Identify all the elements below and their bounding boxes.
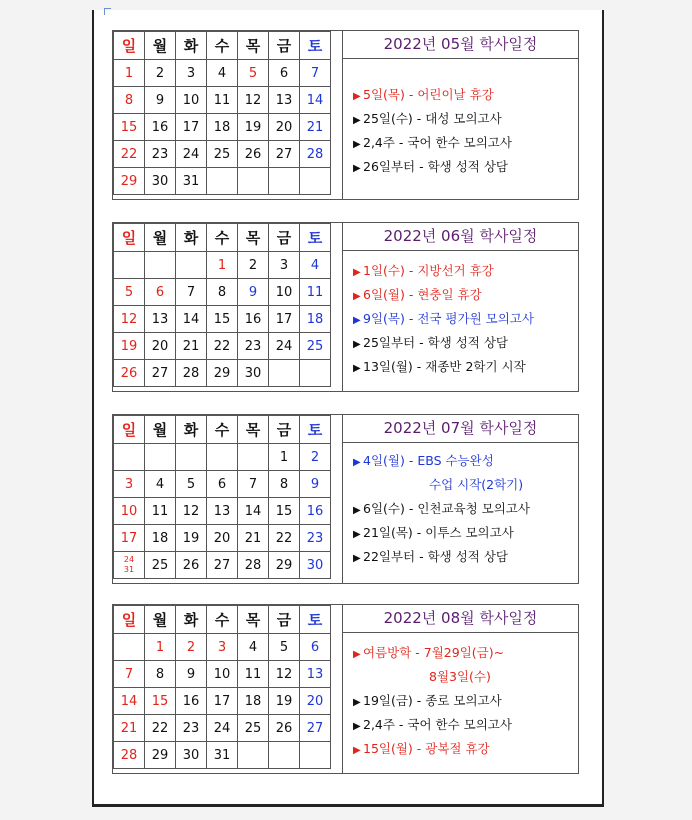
date-cell: 16 (176, 688, 207, 715)
date-cell: 15 (114, 114, 145, 141)
calendar-grid (113, 31, 331, 195)
date-cell: 13 (145, 306, 176, 333)
date-cell (300, 742, 331, 769)
date-cell: 18 (300, 306, 331, 333)
month-title: 2022년 07월 학사일정 (342, 415, 578, 443)
weekday-header: 토 (300, 606, 331, 634)
date-cell: 16 (238, 306, 269, 333)
date-cell: 2 (238, 252, 269, 279)
event-item (353, 261, 494, 279)
date-cell: 19 (114, 333, 145, 360)
date-cell: 17 (114, 525, 145, 552)
event-item (353, 715, 512, 733)
date-cell: 30 (300, 552, 331, 579)
event-item (353, 523, 514, 541)
date-cell: 18 (207, 114, 238, 141)
date-cell: 30 (145, 168, 176, 195)
weekday-header: 금 (269, 32, 300, 60)
date-cell: 16 (300, 498, 331, 525)
date-cell: 22 (269, 525, 300, 552)
date-cell: 25 (238, 715, 269, 742)
date-cell (207, 444, 238, 471)
date-cell (300, 360, 331, 387)
date-cell: 19 (238, 114, 269, 141)
date-cell: 8 (269, 471, 300, 498)
date-cell: 2 (300, 444, 331, 471)
month-block (112, 604, 579, 774)
weekday-header: 금 (269, 224, 300, 252)
event-item (353, 285, 482, 303)
date-cell: 25 (145, 552, 176, 579)
bullet-arrow-icon: ▶ (353, 315, 361, 326)
event-text: 4일(월) - EBS 수능완성 (363, 453, 494, 468)
date-cell: 9 (238, 279, 269, 306)
date-cell: 14 (238, 498, 269, 525)
date-cell: 10 (114, 498, 145, 525)
event-item (429, 475, 523, 493)
event-list (342, 59, 578, 199)
weekday-header: 일 (114, 224, 145, 252)
date-cell: 5 (269, 634, 300, 661)
month-block (112, 30, 579, 200)
bullet-arrow-icon: ▶ (353, 163, 361, 174)
weekday-header: 화 (176, 32, 207, 60)
date-cell: 29 (145, 742, 176, 769)
date-cell (269, 742, 300, 769)
event-text: 13일(월) - 재종반 2학기 시작 (363, 359, 526, 374)
date-cell: 28 (238, 552, 269, 579)
event-text: 21일(목) - 이투스 모의고사 (363, 525, 514, 540)
date-cell (300, 168, 331, 195)
date-cell: 10 (176, 87, 207, 114)
date-cell: 22 (145, 715, 176, 742)
event-item (353, 157, 508, 175)
date-cell: 20 (145, 333, 176, 360)
date-cell: 26 (114, 360, 145, 387)
date-cell (238, 168, 269, 195)
event-item (353, 357, 526, 375)
date-cell: 31 (176, 168, 207, 195)
event-list (342, 251, 578, 391)
event-text: 5일(목) - 어린이날 휴강 (363, 87, 494, 102)
bullet-arrow-icon: ▶ (353, 267, 361, 278)
bullet-arrow-icon: ▶ (353, 505, 361, 516)
month-block (112, 222, 579, 392)
date-cell (269, 168, 300, 195)
date-cell (176, 252, 207, 279)
date-cell (238, 742, 269, 769)
date-cell: 23 (300, 525, 331, 552)
date-cell: 15 (145, 688, 176, 715)
date-cell: 14 (300, 87, 331, 114)
date-cell: 5 (176, 471, 207, 498)
date-cell: 26 (238, 141, 269, 168)
event-text: 여름방학 - 7월29일(금)~ (363, 645, 505, 660)
event-item (353, 85, 494, 103)
weekday-header: 토 (300, 32, 331, 60)
date-cell: 7 (300, 60, 331, 87)
date-cell: 17 (207, 688, 238, 715)
date-cell: 6 (300, 634, 331, 661)
event-item (353, 691, 502, 709)
date-cell: 20 (300, 688, 331, 715)
date-cell: 18 (238, 688, 269, 715)
date-cell: 17 (269, 306, 300, 333)
weekday-header: 화 (176, 224, 207, 252)
date-cell: 6 (145, 279, 176, 306)
date-cell: 28 (300, 141, 331, 168)
date-cell: 6 (269, 60, 300, 87)
month-block (112, 414, 579, 584)
date-cell: 8 (145, 661, 176, 688)
date-cell: 24 (269, 333, 300, 360)
date-cell: 23 (238, 333, 269, 360)
event-item (353, 333, 508, 351)
date-cell (269, 360, 300, 387)
date-cell (207, 168, 238, 195)
date-cell: 1 (269, 444, 300, 471)
bullet-arrow-icon: ▶ (353, 291, 361, 302)
calendar-grid (113, 415, 331, 579)
date-cell: 21 (238, 525, 269, 552)
calendar-grid (113, 605, 331, 769)
bullet-arrow-icon: ▶ (353, 139, 361, 150)
date-cell: 15 (207, 306, 238, 333)
event-item (353, 643, 504, 661)
weekday-header: 일 (114, 416, 145, 444)
date-cell: 7 (238, 471, 269, 498)
event-item (353, 109, 502, 127)
date-cell: 27 (145, 360, 176, 387)
event-text: 9일(목) - 전국 평가원 모의고사 (363, 311, 534, 326)
weekday-header: 월 (145, 32, 176, 60)
weekday-header: 목 (238, 32, 269, 60)
date-cell: 8 (114, 87, 145, 114)
date-cell (114, 634, 145, 661)
date-cell (114, 252, 145, 279)
date-cell: 30 (176, 742, 207, 769)
month-title: 2022년 08월 학사일정 (342, 605, 578, 633)
date-cell: 11 (207, 87, 238, 114)
event-text: 26일부터 - 학생 성적 상담 (363, 159, 508, 174)
bullet-arrow-icon: ▶ (353, 553, 361, 564)
date-cell: 11 (145, 498, 176, 525)
date-cell: 15 (269, 498, 300, 525)
bullet-arrow-icon: ▶ (353, 457, 361, 468)
date-cell: 9 (145, 87, 176, 114)
date-cell: 21 (300, 114, 331, 141)
weekday-header: 월 (145, 416, 176, 444)
date-cell: 13 (269, 87, 300, 114)
event-text: 수업 시작(2학기) (429, 477, 524, 492)
date-cell: 13 (207, 498, 238, 525)
event-text: 15일(월) - 광복절 휴강 (363, 741, 490, 756)
event-item (353, 133, 512, 151)
date-cell: 24 (176, 141, 207, 168)
date-cell: 13 (300, 661, 331, 688)
date-cell: 3 (207, 634, 238, 661)
event-item (353, 451, 494, 469)
event-text: 19일(금) - 종로 모의고사 (363, 693, 502, 708)
date-cell: 29 (207, 360, 238, 387)
event-text: 8월3일(수) (429, 669, 491, 684)
date-cell (176, 444, 207, 471)
date-cell (145, 252, 176, 279)
date-cell: 1 (145, 634, 176, 661)
event-item (353, 309, 534, 327)
event-item (353, 547, 508, 565)
date-cell: 23 (145, 141, 176, 168)
date-cell: 6 (207, 471, 238, 498)
weekday-header: 금 (269, 606, 300, 634)
bullet-arrow-icon: ▶ (353, 697, 361, 708)
page-corner-mark (104, 8, 111, 15)
date-cell: 4 (145, 471, 176, 498)
date-cell: 7 (176, 279, 207, 306)
date-cell: 4 (300, 252, 331, 279)
weekday-header: 토 (300, 224, 331, 252)
date-cell: 2 (176, 634, 207, 661)
weekday-header: 월 (145, 224, 176, 252)
date-cell: 21 (176, 333, 207, 360)
event-list (342, 443, 578, 583)
date-cell: 14 (176, 306, 207, 333)
event-item (353, 499, 530, 517)
weekday-header: 일 (114, 606, 145, 634)
weekday-header: 월 (145, 606, 176, 634)
date-cell: 26 (176, 552, 207, 579)
date-cell: 28 (176, 360, 207, 387)
date-cell: 27 (300, 715, 331, 742)
date-cell: 30 (238, 360, 269, 387)
event-item (429, 667, 491, 685)
weekday-header: 수 (207, 224, 238, 252)
date-cell: 4 (207, 60, 238, 87)
bullet-arrow-icon: ▶ (353, 721, 361, 732)
calendar-grid (113, 223, 331, 387)
date-cell: 25 (300, 333, 331, 360)
date-cell: 14 (114, 688, 145, 715)
weekday-header: 수 (207, 32, 238, 60)
weekday-header: 금 (269, 416, 300, 444)
bullet-arrow-icon: ▶ (353, 529, 361, 540)
bullet-arrow-icon: ▶ (353, 339, 361, 350)
month-title: 2022년 05월 학사일정 (342, 31, 578, 59)
date-cell: 1 (114, 60, 145, 87)
weekday-header: 화 (176, 606, 207, 634)
date-cell: 2 (145, 60, 176, 87)
date-cell: 24 (207, 715, 238, 742)
date-cell: 3 (269, 252, 300, 279)
date-cell: 23 (176, 715, 207, 742)
date-cell: 9 (176, 661, 207, 688)
date-cell: 7 (114, 661, 145, 688)
date-cell: 10 (207, 661, 238, 688)
weekday-header: 수 (207, 416, 238, 444)
date-cell: 11 (300, 279, 331, 306)
event-item (353, 739, 490, 757)
bullet-arrow-icon: ▶ (353, 115, 361, 126)
date-cell: 20 (269, 114, 300, 141)
date-cell: 20 (207, 525, 238, 552)
date-cell: 5 (114, 279, 145, 306)
date-cell: 4 (238, 634, 269, 661)
bullet-arrow-icon: ▶ (353, 363, 361, 374)
weekday-header: 목 (238, 606, 269, 634)
date-cell: 1 (207, 252, 238, 279)
date-cell: 22 (207, 333, 238, 360)
weekday-header: 목 (238, 224, 269, 252)
date-cell: 16 (145, 114, 176, 141)
weekday-header: 수 (207, 606, 238, 634)
date-cell: 27 (269, 141, 300, 168)
event-text: 2,4주 - 국어 한수 모의고사 (363, 135, 512, 150)
event-text: 1일(수) - 지방선거 휴강 (363, 263, 494, 278)
date-cell: 28 (114, 742, 145, 769)
date-cell: 8 (207, 279, 238, 306)
date-cell: 21 (114, 715, 145, 742)
event-list (342, 633, 578, 773)
date-cell: 19 (269, 688, 300, 715)
weekday-header: 일 (114, 32, 145, 60)
event-text: 25일(수) - 대성 모의고사 (363, 111, 502, 126)
date-cell (238, 444, 269, 471)
date-cell: 3 (176, 60, 207, 87)
date-cell: 5 (238, 60, 269, 87)
event-text: 25일부터 - 학생 성적 상담 (363, 335, 508, 350)
weekday-header: 화 (176, 416, 207, 444)
date-cell: 9 (300, 471, 331, 498)
date-cell: 12 (176, 498, 207, 525)
event-text: 6일(수) - 인천교육청 모의고사 (363, 501, 530, 516)
date-cell: 18 (145, 525, 176, 552)
weekday-header: 토 (300, 416, 331, 444)
event-text: 6일(월) - 현충일 휴강 (363, 287, 482, 302)
date-cell: 27 (207, 552, 238, 579)
bullet-arrow-icon: ▶ (353, 745, 361, 756)
date-cell: 12 (238, 87, 269, 114)
date-cell: 24 31 (114, 552, 145, 579)
date-cell: 29 (114, 168, 145, 195)
date-cell: 12 (269, 661, 300, 688)
date-cell: 17 (176, 114, 207, 141)
date-cell: 29 (269, 552, 300, 579)
date-cell: 10 (269, 279, 300, 306)
date-cell: 19 (176, 525, 207, 552)
event-text: 2,4주 - 국어 한수 모의고사 (363, 717, 512, 732)
date-cell: 11 (238, 661, 269, 688)
date-cell: 22 (114, 141, 145, 168)
bullet-arrow-icon: ▶ (353, 91, 361, 102)
date-cell (114, 444, 145, 471)
bullet-arrow-icon: ▶ (353, 649, 361, 660)
date-cell: 3 (114, 471, 145, 498)
date-cell (145, 444, 176, 471)
date-cell: 26 (269, 715, 300, 742)
date-cell: 31 (207, 742, 238, 769)
month-title: 2022년 06월 학사일정 (342, 223, 578, 251)
date-cell: 25 (207, 141, 238, 168)
date-cell: 12 (114, 306, 145, 333)
event-text: 22일부터 - 학생 성적 상담 (363, 549, 508, 564)
weekday-header: 목 (238, 416, 269, 444)
